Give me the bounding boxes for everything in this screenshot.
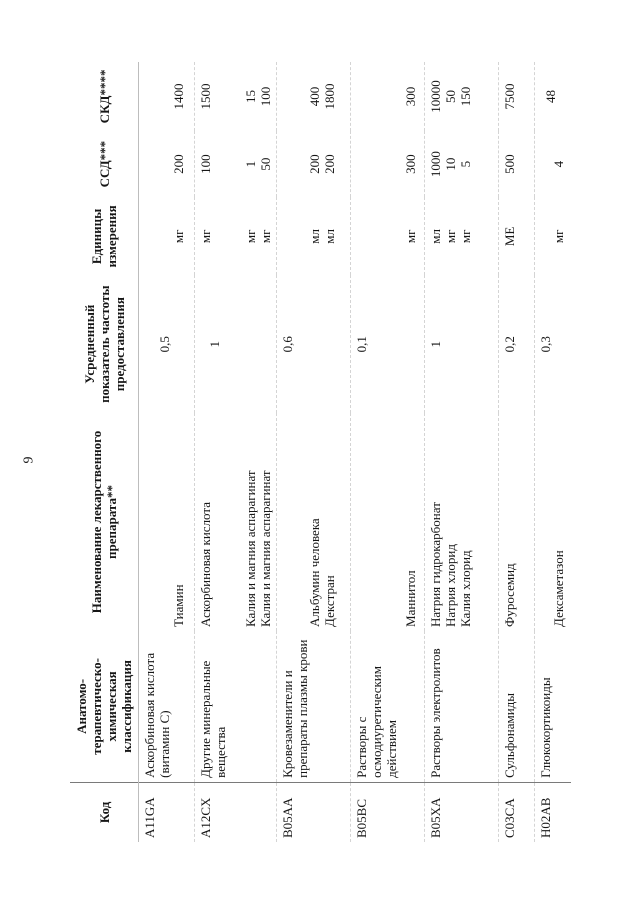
table-row [195,62,277,842]
cell-drug-name [499,413,535,631]
cell-drug-name [277,413,351,631]
header-skd: СКД**** [70,62,139,131]
cell-drug-name [351,413,425,631]
header-drug-name: Наименование лекарственного препарата** [70,413,139,631]
cell-atc: Растворы электролитов [425,631,499,782]
skd-value: 48 [543,89,558,103]
cell-ssd [499,131,535,198]
cell-ssd [277,131,351,198]
cell-frequency: 1 [195,275,277,413]
cell-unit [277,197,351,275]
cell-skd [535,62,571,131]
unit: мг [258,229,273,244]
drug-name: Тиамин [171,584,186,627]
table-row [277,62,351,842]
table-header-row [70,62,139,842]
skd-value: 50 [443,89,458,103]
ssd-value: 10 [443,157,458,171]
unit: мг [243,229,258,244]
cell-atc: Глюкокортикоиды [535,631,571,782]
drug-name: Калия хлорид [458,550,473,627]
ssd-value: 50 [258,157,273,171]
cell-unit [139,197,195,275]
cell-drug-name [195,413,277,631]
cell-atc: Кровезаменители и препараты плазмы крови [277,631,351,782]
drug-name: Маннитол [403,570,418,627]
cell-atc: Сульфонамиды [499,631,535,782]
skd-value: 7500 [502,83,517,110]
ssd-value: 200 [322,154,337,174]
cell-frequency: 0,6 [277,275,351,413]
cell-drug-name [535,413,571,631]
cell-code: B05BC [351,782,425,842]
skd-value: 1400 [171,83,186,110]
drug-name: Фуросемид [502,563,517,627]
drug-name: Калия и магния аспарагинат [243,470,258,627]
ssd-value: 100 [198,154,213,174]
cell-code: B05AA [277,782,351,842]
header-frequency: Усредненный показатель частоты предоставления [70,275,139,413]
drug-name: Декстран [322,575,337,627]
unit: МЕ [502,226,517,247]
skd-value: 10000 [428,80,443,113]
cell-skd [139,62,195,131]
cell-code: H02AB [535,782,571,842]
header-ssd: ССД*** [70,131,139,198]
ssd-value: 1000 [428,151,443,178]
cell-unit [499,197,535,275]
cell-atc: Аскорбиновая кислота (витамин С) [139,631,195,782]
header-code: Код [70,782,139,842]
unit: мг [403,229,418,244]
cell-ssd [139,131,195,198]
cell-atc: Растворы с осмодиуретическим действием [351,631,425,782]
skd-value: 1500 [198,83,213,110]
drug-name: Дексаметазон [551,550,566,627]
skd-value: 100 [258,86,273,107]
cell-code: A12CX [195,782,277,842]
page-number: 9 [21,456,37,464]
ssd-value: 5 [458,160,473,168]
drug-name: Аскорбиновая кислота [198,501,213,627]
drug-table [70,62,571,842]
unit: мг [458,229,473,244]
cell-unit [535,197,571,275]
skd-value: 1800 [322,83,337,110]
drug-table-container [70,62,600,842]
cell-skd [351,62,425,131]
cell-skd [425,62,499,131]
skd-value: 300 [403,86,418,107]
drug-name: Калия и магния аспарагинат [258,470,273,627]
cell-frequency: 0,1 [351,275,425,413]
cell-code: A11GA [139,782,195,842]
unit: мл [322,229,337,244]
ssd-value: 4 [551,160,566,168]
unit: мг [198,229,213,244]
cell-frequency: 1 [425,275,499,413]
unit: мг [551,229,566,244]
drug-name: Натрия хлорид [443,544,458,627]
cell-code: C03CA [499,782,535,842]
skd-value: 150 [458,86,473,107]
ssd-value: 200 [307,154,322,174]
cell-skd [277,62,351,131]
cell-ssd [195,131,277,198]
header-atc: Анатомо-терапевтическо-химическая классификация [70,631,139,782]
table-row [425,62,499,842]
unit: мл [428,229,443,244]
cell-skd [499,62,535,131]
drug-name: Альбумин человека [307,518,322,627]
unit: мг [443,229,458,244]
ssd-value: 1 [243,160,258,168]
cell-ssd [425,131,499,198]
cell-frequency: 0,2 [499,275,535,413]
cell-drug-name [425,413,499,631]
unit: мл [307,229,322,244]
ssd-value: 200 [171,154,186,174]
cell-atc: Другие минеральные вещества [195,631,277,782]
table-row [351,62,425,842]
cell-frequency: 0,3 [535,275,571,413]
cell-unit [195,197,277,275]
header-unit: Единицы измерения [70,197,139,275]
cell-frequency: 0,5 [139,275,195,413]
table-row [139,62,195,842]
cell-unit [351,197,425,275]
cell-skd [195,62,277,131]
skd-value: 15 [243,89,258,103]
table-row [499,62,535,842]
cell-code: B05XA [425,782,499,842]
cell-ssd [535,131,571,198]
cell-drug-name [139,413,195,631]
ssd-value: 500 [502,154,517,174]
table-row [535,62,571,842]
drug-name: Натрия гидрокарбонат [428,502,443,627]
cell-unit [425,197,499,275]
cell-ssd [351,131,425,198]
ssd-value: 300 [403,154,418,174]
unit: мг [171,229,186,244]
skd-value: 400 [307,86,322,107]
